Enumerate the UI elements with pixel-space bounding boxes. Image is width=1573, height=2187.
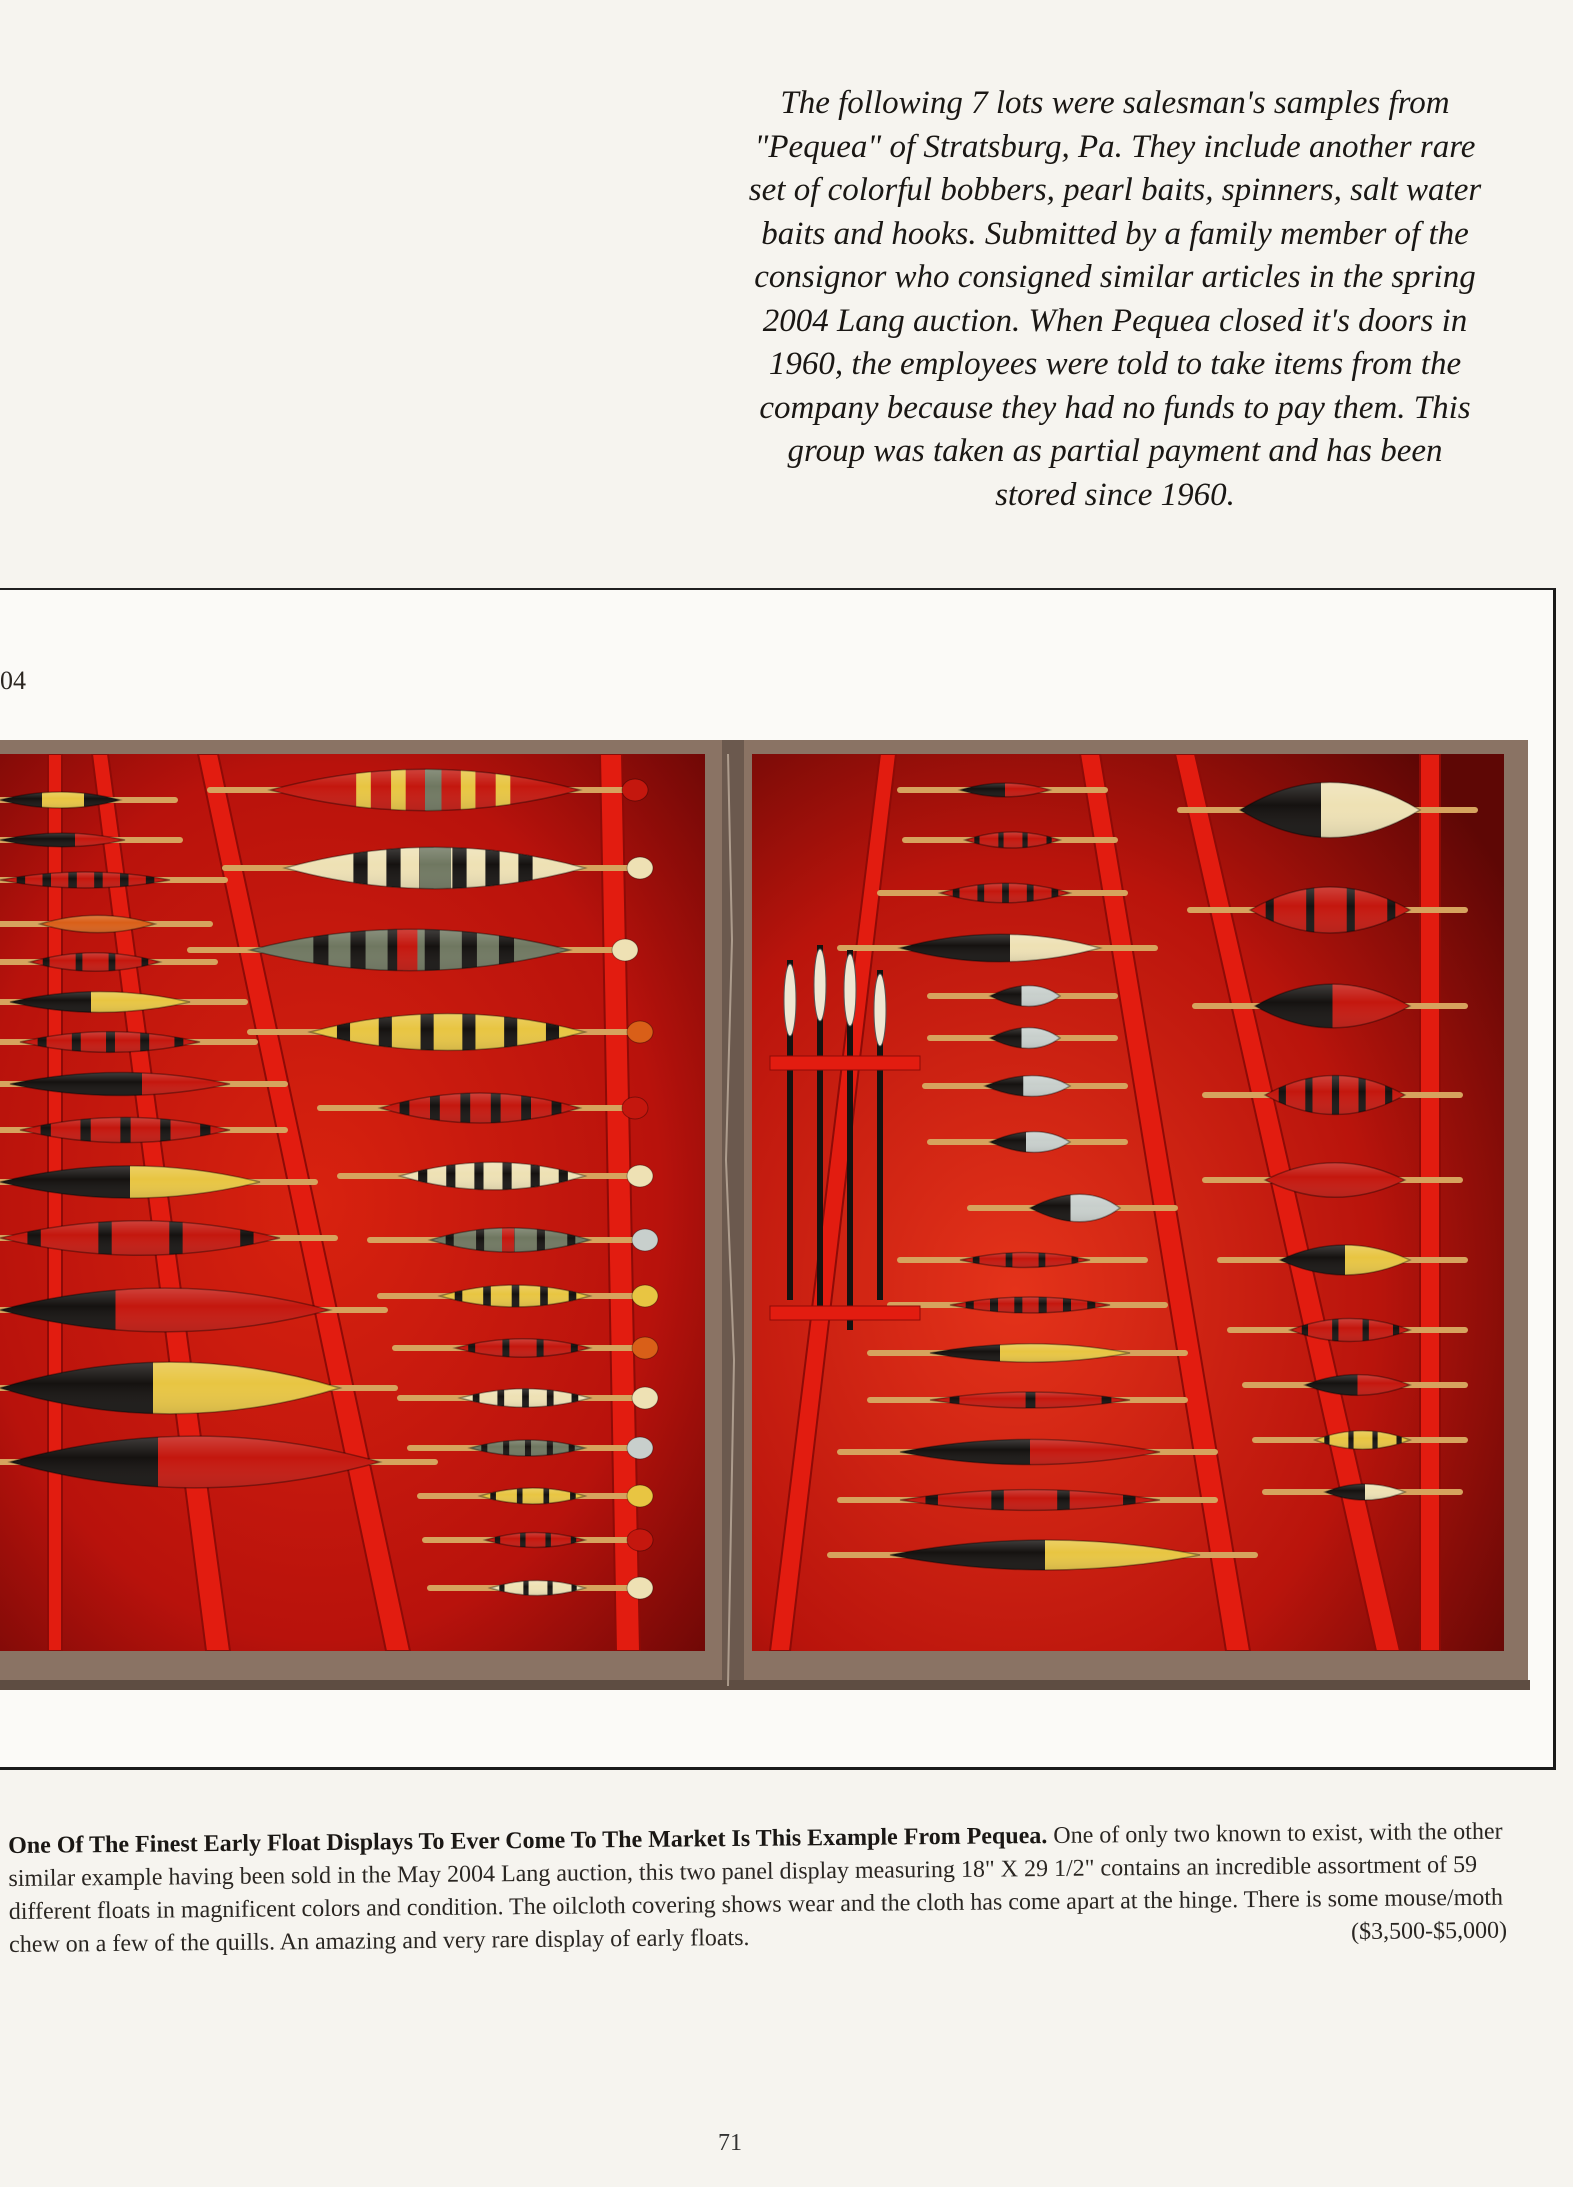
- caption-lead: One Of The Finest Early Float Displays To Ever Come To The Market Is This Example From Pequea.: [8, 1823, 1048, 1859]
- float-tip: [627, 1577, 653, 1599]
- float-tip: [612, 939, 638, 961]
- float-tip: [627, 1485, 653, 1507]
- float-tip: [627, 1529, 653, 1551]
- float-tip: [622, 1097, 648, 1119]
- pearl-bait: [814, 949, 826, 1021]
- page-number: 71: [718, 2130, 742, 2156]
- caption: [8, 1816, 1507, 1962]
- float-tip: [627, 857, 653, 879]
- pearl-bait: [784, 964, 796, 1036]
- caption-body: One of only two known to exist, with the other similar example having been sold in the May 2004 Lang auction, this two panel display measuring 18" X 29 1/2" contains an incredible assortment of 59 different floats in magnificent colors and condition. The oilcloth covering shows wear and the cloth has come apart at the hinge. There is some mouse/moth chew on a few of the quills. An amazing and very rare display of early floats.: [8, 1818, 1504, 1958]
- intro-paragraph: The following 7 lots were salesman's samples from "Pequea" of Stratsburg, Pa. They include another rare set of colorful bobbers, pearl baits, spinners, salt water baits and hooks. Submitted by a family member of the consignor who consigned similar articles in the spring 2004 Lang auction. When Pequea closed it's doors in 1960, the employees were told to take items from the company because they had no funds to pay them. This group was taken as partial payment and has been stored since 1960.: [748, 85, 1482, 513]
- lot-number: 04: [0, 666, 26, 695]
- float-tip: [622, 779, 648, 801]
- float-tip: [627, 1165, 653, 1187]
- float-tip: [632, 1387, 658, 1409]
- float-tip: [632, 1337, 658, 1359]
- caption-price: ($3,500-$5,000): [1350, 1917, 1508, 1946]
- float-tip: [627, 1437, 653, 1459]
- float-tip: [627, 1021, 653, 1043]
- float-tip: [632, 1285, 658, 1307]
- pearl-bait: [844, 954, 856, 1026]
- pearl-bait: [874, 974, 886, 1046]
- float-tip: [632, 1229, 658, 1251]
- float-display-photo: [0, 740, 1540, 1725]
